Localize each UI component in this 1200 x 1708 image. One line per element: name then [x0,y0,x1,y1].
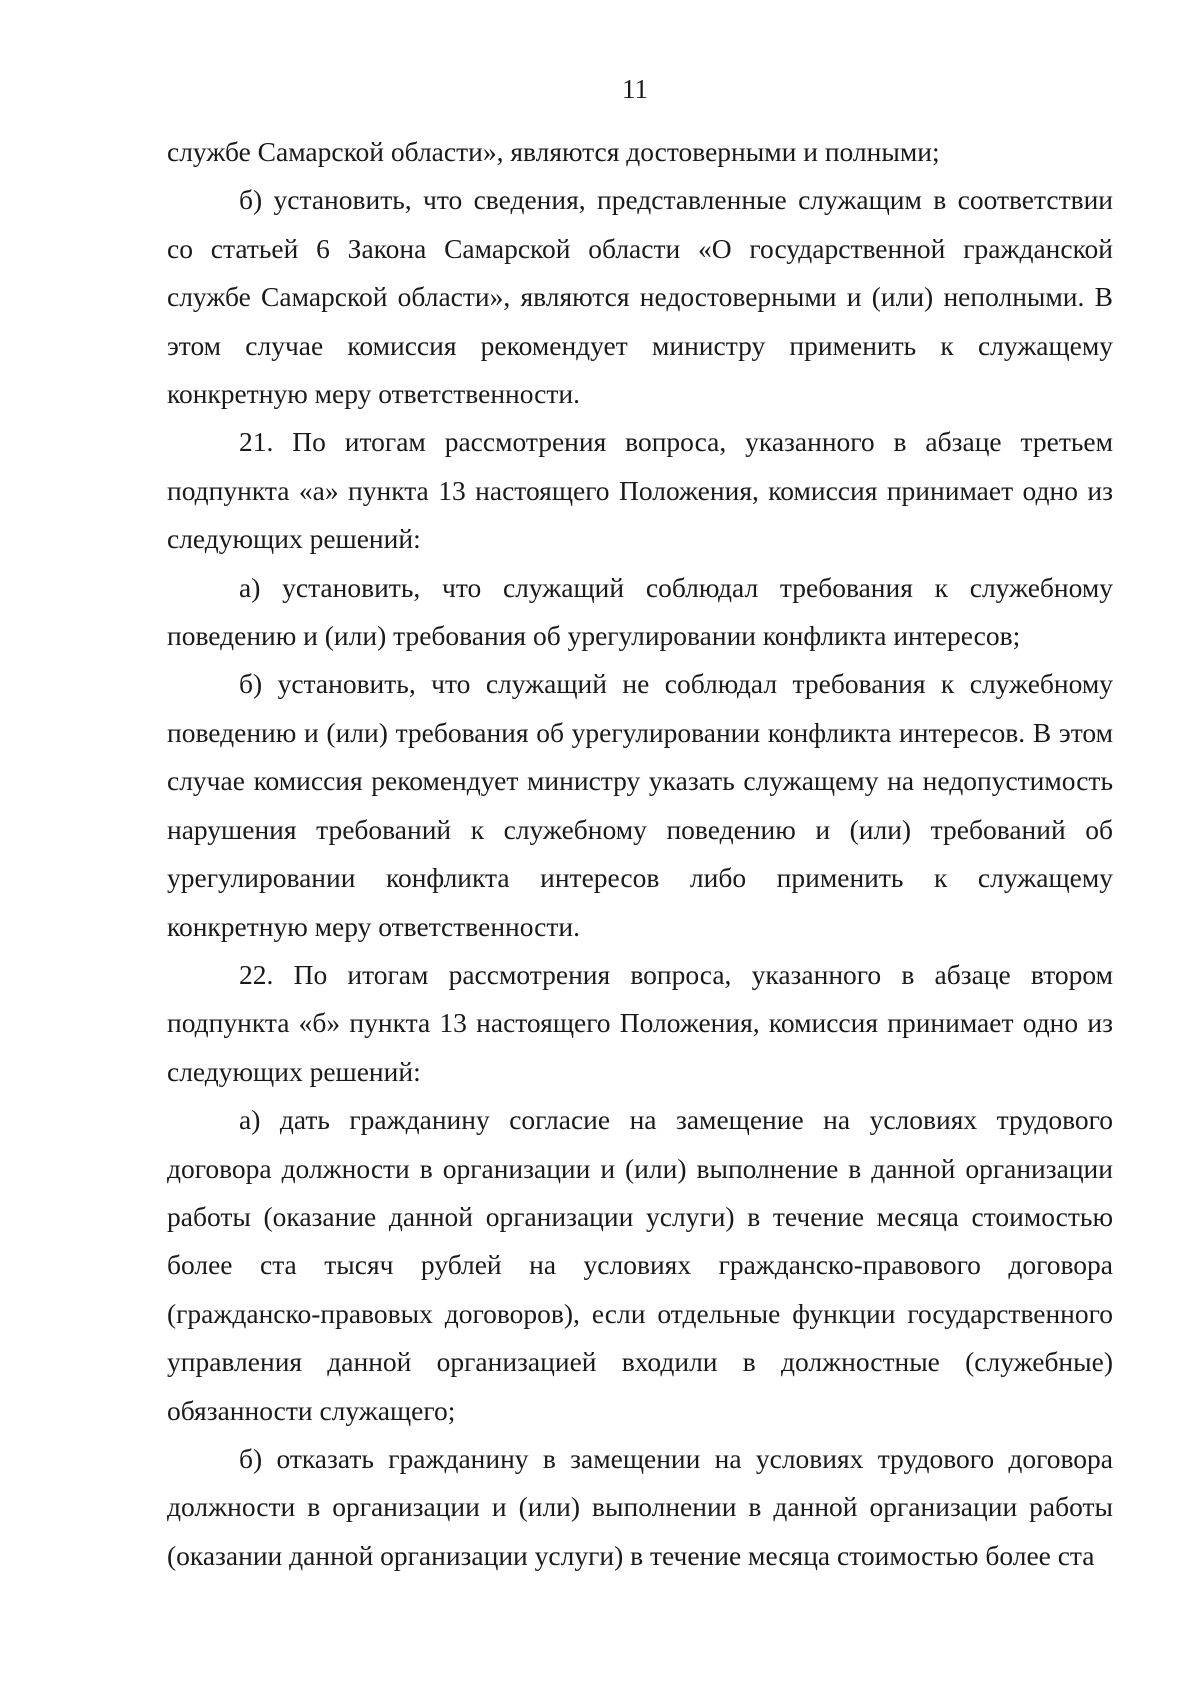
paragraph-item-22: 22. По итогам рассмотрения вопроса, указанного в абзаце втором подпункта «б» пункта 13 настоящего Положения, комиссия принимает одно из следующих решений: [167,958,1113,1087]
paragraph-continuation: службе Самарской области», являются достоверными и полными; [167,136,940,167]
paragraph-subitem-a-22: а) дать гражданину согласие на замещение на условиях трудового договора должности в организации и (или) выполнение в данной организации работы (оказание данной организации услуги) в течение месяца стоимостью более ста тысяч рублей на условиях гражданско-правового договора (гражданско-правовых договоров), если отдельные функции государственного управления данной организацией входили в должностные (служебные) обязанности служащего; [167,1104,1113,1426]
document-body [167,128,1113,1580]
paragraph-subitem-b-21: б) установить, что служащий не соблюдал требования к служебному поведению и (или) требования об урегулировании конфликта интересов. В этом случае комиссия рекомендует министру указать служащему на недопустимость нарушения требований к служебному поведению и (или) требований об урегулировании конфликта интересов либо применить к служащему конкретную меру ответственности. [167,668,1113,942]
paragraph-subitem-b-22: б) отказать гражданину в замещении на условиях трудового договора должности в организации и (или) выполнении в данной организации работы (оказании данной организации услуги) в течение месяца стоимостью более ста [167,1442,1113,1571]
paragraph-subitem-a-21: а) установить, что служащий соблюдал требования к служебному поведению и (или) требования об урегулировании конфликта интересов; [167,571,1113,652]
paragraph-subitem-b-20: б) установить, что сведения, представленные служащим в соответствии со статьей 6 Закона Самарской области «О государственной гражданской службе Самарской области», являются недостоверными и (или) неполными. В этом случае комиссия рекомендует министру применить к служащему конкретную меру ответственности. [167,184,1113,410]
page-number: 11 [622,74,648,104]
paragraph-item-21: 21. По итогам рассмотрения вопроса, указанного в абзаце третьем подпункта «а» пункта 13 настоящего Положения, комиссия принимает одно из следующих решений: [167,426,1113,555]
